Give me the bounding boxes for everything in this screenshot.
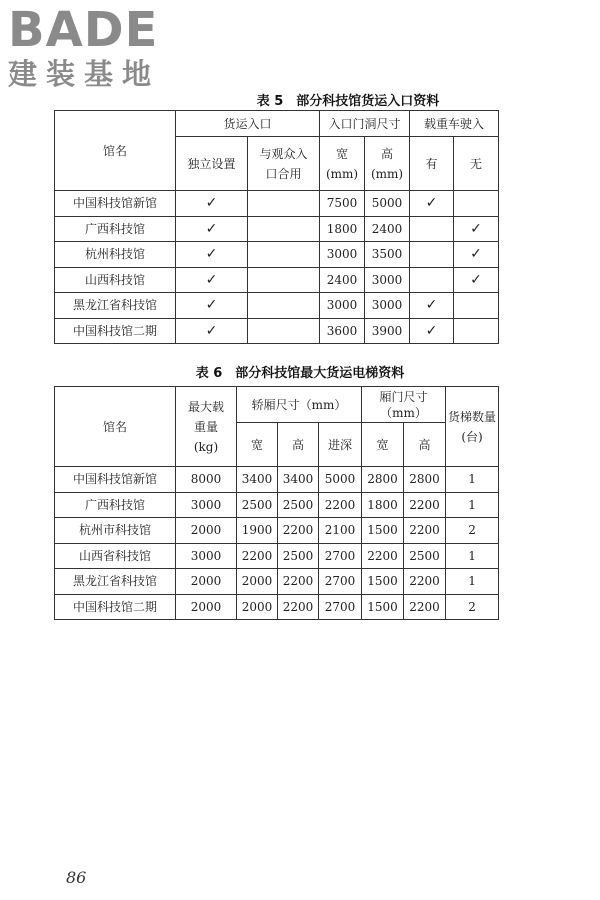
check-mark-icon: ✓	[205, 271, 218, 288]
cell-name: 山西科技馆	[55, 267, 176, 293]
cell-truck-yes	[410, 216, 454, 242]
cell-name: 杭州市科技馆	[55, 518, 176, 544]
cell-truck-no	[454, 242, 499, 268]
cell-car-depth: 2100	[319, 518, 362, 544]
check-mark-icon: ✓	[205, 297, 218, 314]
table-row	[55, 318, 499, 344]
header-no: 无	[454, 137, 499, 191]
cell-name: 中国科技馆二期	[55, 594, 176, 620]
cell-car-height: 2500	[278, 543, 319, 569]
header-width	[320, 137, 365, 191]
check-mark-icon: ✓	[470, 246, 482, 263]
table6-caption: 表 6 部分科技馆最大货运电梯资料	[195, 366, 405, 381]
table-row	[55, 267, 499, 293]
cargo-entrance-table	[54, 110, 499, 344]
check-mark-icon: ✓	[205, 195, 218, 212]
cell-name: 广西科技馆	[55, 492, 176, 518]
header-name: 馆名	[55, 387, 176, 467]
header-height-label: 高	[381, 146, 394, 161]
header-height	[365, 137, 410, 191]
cell-car-depth: 2700	[319, 594, 362, 620]
cell-truck-no	[454, 318, 499, 344]
cell-max-load: 2000	[176, 569, 237, 595]
check-mark-icon: ✓	[205, 322, 218, 339]
table-row	[55, 467, 499, 493]
cell-truck-no	[454, 267, 499, 293]
header-cargo-entrance: 货运入口	[176, 111, 320, 137]
header-elevator-count	[446, 387, 499, 467]
page-number: 86	[66, 868, 87, 887]
cell-car-width: 2500	[237, 492, 278, 518]
header-door-width: 宽	[362, 423, 404, 467]
cell-height: 2400	[365, 216, 410, 242]
header-door-height: 高	[404, 423, 446, 467]
cell-truck-no	[454, 191, 499, 217]
header-max-load-text: 最大载重量(kg)	[187, 399, 224, 454]
cell-standalone	[176, 191, 248, 217]
cell-truck-yes	[410, 318, 454, 344]
cell-elevator-count: 2	[446, 594, 499, 620]
cell-elevator-count: 1	[446, 467, 499, 493]
cell-name: 中国科技馆新馆	[55, 191, 176, 217]
cell-shared	[248, 318, 320, 344]
cell-max-load: 2000	[176, 594, 237, 620]
check-mark-icon: ✓	[205, 220, 218, 237]
check-mark-icon: ✓	[425, 322, 438, 339]
header-car-height: 高	[278, 423, 319, 467]
header-width-label: 宽	[336, 146, 349, 161]
table-row	[55, 191, 499, 217]
cell-height: 3900	[365, 318, 410, 344]
cell-shared	[248, 242, 320, 268]
cell-max-load: 2000	[176, 518, 237, 544]
cell-car-height: 2200	[278, 594, 319, 620]
cell-door-width: 2200	[362, 543, 404, 569]
cell-shared	[248, 267, 320, 293]
header-door-size: 厢门尺寸（mm）	[362, 387, 446, 423]
cell-car-width: 2200	[237, 543, 278, 569]
header-truck-access: 载重车驶入	[410, 111, 499, 137]
cell-max-load: 3000	[176, 492, 237, 518]
cell-door-height: 2200	[404, 569, 446, 595]
cell-truck-no	[454, 216, 499, 242]
cell-name: 中国科技馆二期	[55, 318, 176, 344]
check-mark-icon: ✓	[425, 195, 438, 212]
cell-truck-yes	[410, 293, 454, 319]
cell-standalone	[176, 242, 248, 268]
table-row	[55, 216, 499, 242]
logo	[8, 4, 178, 90]
header-car-size: 轿厢尺寸（mm）	[237, 387, 362, 423]
cell-width: 1800	[320, 216, 365, 242]
cell-door-width: 2800	[362, 467, 404, 493]
cell-truck-yes	[410, 267, 454, 293]
cell-name: 广西科技馆	[55, 216, 176, 242]
cell-elevator-count: 1	[446, 569, 499, 595]
cell-door-width: 1500	[362, 569, 404, 595]
cell-door-width: 1500	[362, 518, 404, 544]
cell-door-width: 1500	[362, 594, 404, 620]
table5-caption: 表 5 部分科技馆货运入口资料	[256, 94, 440, 109]
cell-height: 3000	[365, 293, 410, 319]
cell-car-width: 3400	[237, 467, 278, 493]
cell-height: 3000	[365, 267, 410, 293]
cell-max-load: 3000	[176, 543, 237, 569]
cell-car-height: 2500	[278, 492, 319, 518]
cell-car-depth: 2700	[319, 569, 362, 595]
header-yes: 有	[410, 137, 454, 191]
cell-car-depth: 2200	[319, 492, 362, 518]
cell-width: 3000	[320, 293, 365, 319]
table-row	[55, 492, 499, 518]
cell-width: 7500	[320, 191, 365, 217]
header-car-width: 宽	[237, 423, 278, 467]
cell-door-height: 2200	[404, 518, 446, 544]
check-mark-icon: ✓	[205, 246, 218, 263]
table-row	[55, 293, 499, 319]
header-width-unit: (mm)	[325, 166, 359, 181]
logo-chinese: 建装基地	[8, 57, 161, 91]
cell-standalone	[176, 293, 248, 319]
cell-truck-no	[454, 293, 499, 319]
cell-width: 3000	[320, 242, 365, 268]
table-row	[55, 569, 499, 595]
table-row	[55, 594, 499, 620]
cell-name: 中国科技馆新馆	[55, 467, 176, 493]
check-mark-icon: ✓	[425, 297, 438, 314]
table-row	[55, 543, 499, 569]
check-mark-icon: ✓	[470, 271, 482, 288]
cell-name: 黑龙江省科技馆	[55, 569, 176, 595]
cell-car-height: 3400	[278, 467, 319, 493]
header-height-unit: (mm)	[370, 166, 404, 181]
cell-height: 5000	[365, 191, 410, 217]
cell-standalone	[176, 267, 248, 293]
cell-standalone	[176, 318, 248, 344]
cell-door-height: 2200	[404, 594, 446, 620]
cell-truck-yes	[410, 191, 454, 217]
header-standalone: 独立设置	[176, 137, 248, 191]
logo-wordmark: BADE	[8, 2, 159, 58]
cell-max-load: 8000	[176, 467, 237, 493]
header-shared	[248, 137, 320, 191]
freight-elevator-table	[54, 386, 499, 620]
header-elevator-count-text: 货梯数量(台)	[448, 409, 497, 444]
table-row	[55, 242, 499, 268]
cell-standalone	[176, 216, 248, 242]
table-row	[55, 518, 499, 544]
header-car-depth: 进深	[319, 423, 362, 467]
cell-door-height: 2500	[404, 543, 446, 569]
cell-door-height: 2200	[404, 492, 446, 518]
cell-car-height: 2200	[278, 569, 319, 595]
cell-truck-yes	[410, 242, 454, 268]
cell-car-width: 1900	[237, 518, 278, 544]
header-max-load	[176, 387, 237, 467]
cell-elevator-count: 2	[446, 518, 499, 544]
cell-name: 黑龙江省科技馆	[55, 293, 176, 319]
cell-car-height: 2200	[278, 518, 319, 544]
cell-width: 3600	[320, 318, 365, 344]
cell-door-width: 1800	[362, 492, 404, 518]
check-mark-icon: ✓	[470, 220, 482, 237]
cell-name: 杭州科技馆	[55, 242, 176, 268]
header-name: 馆名	[55, 111, 176, 191]
cell-car-width: 2000	[237, 569, 278, 595]
cell-door-height: 2800	[404, 467, 446, 493]
cell-elevator-count: 1	[446, 492, 499, 518]
cell-car-width: 2000	[237, 594, 278, 620]
cell-shared	[248, 293, 320, 319]
cell-name: 山西省科技馆	[55, 543, 176, 569]
header-shared-text: 与观众入口合用	[259, 146, 308, 181]
cell-height: 3500	[365, 242, 410, 268]
cell-shared	[248, 191, 320, 217]
cell-shared	[248, 216, 320, 242]
cell-elevator-count: 1	[446, 543, 499, 569]
cell-width: 2400	[320, 267, 365, 293]
header-opening-size: 入口门洞尺寸	[320, 111, 410, 137]
cell-car-depth: 5000	[319, 467, 362, 493]
cell-car-depth: 2700	[319, 543, 362, 569]
